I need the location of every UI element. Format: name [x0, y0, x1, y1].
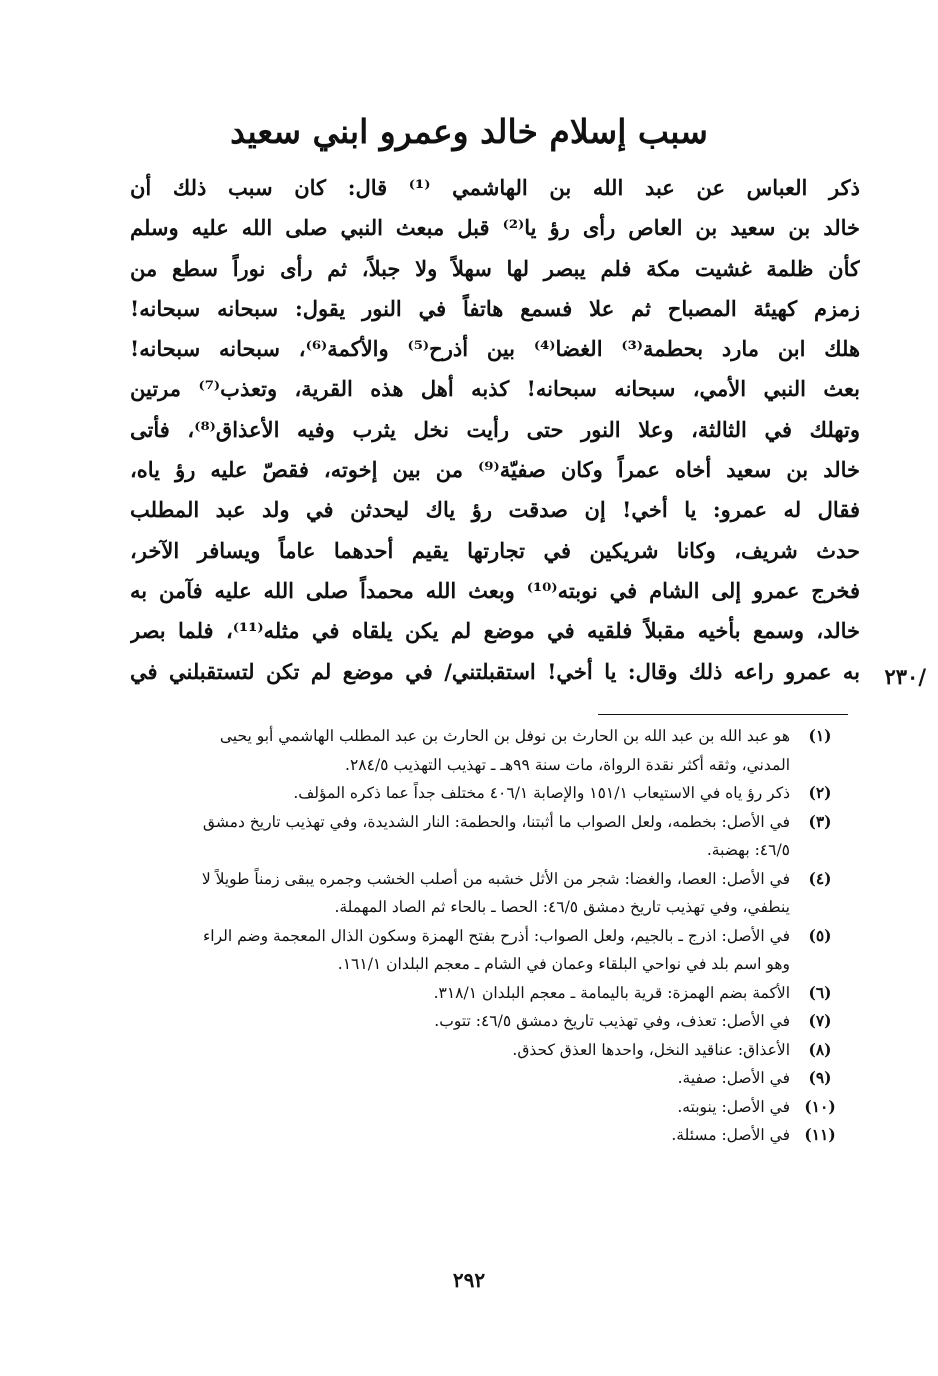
text-line: فخرج عمرو إلى الشام في نوبته⁽¹⁰⁾ وبعث الله محمداً صلى الله عليه فآمن به [130, 577, 860, 603]
footnote [200, 922, 850, 979]
text-line: خالد بن سعيد بن العاص رأى رؤ يا⁽²⁾ قبل مبعث النبي صلى الله عليه وسلم [130, 215, 860, 241]
footnote-text: الأكمة بضم الهمزة: قرية باليمامة ـ معجم البلدان ٣١٨/١. [433, 983, 790, 1002]
text-line: وتهلك في الثالثة، وعلا النور حتى رأيت نخل يثرب وفيه الأعذاق⁽⁸⁾، فأتى [130, 416, 860, 442]
text-line: زمزم كهيئة المصباح ثم علا فسمع هاتفاً في النور يقول: سبحانه سبحانه! [130, 295, 860, 321]
footnote [200, 779, 850, 808]
footnote-number: (٨) [808, 1039, 832, 1059]
footnote-text: هو عبد الله بن عبد الله بن الحارث بن نوفل بن الحارث بن عبد المطلب الهاشمي أبو يحيى المدني، وثقه أكثر نقدة الرواة، مات سنة ٩٩هـ ـ تهذيب التهذيب ٢٨٤/٥. [219, 727, 790, 774]
footnote-number: (٢) [808, 783, 832, 802]
footnote-number: (١١) [804, 1125, 836, 1144]
footnote-text: الأعذاق: عناقيد النخل، واحدها العذق كحذق. [512, 1040, 790, 1059]
footnote [200, 722, 850, 779]
text-line: خالد، وسمع بأخيه مقبلاً فلقيه في موضع لم يكن يلقاه في مثله⁽¹¹⁾، فلما بصر [130, 618, 860, 644]
footnotes [200, 722, 850, 1150]
text-line: كأن ظلمة غشيت مكة فلم يبصر لها سهلاً ولا جبلاً، ثم رأى نوراً سطع من [130, 255, 860, 281]
text-line: هلك ابن مارد بحطمة⁽³⁾ الغضا⁽⁴⁾ بين أذرح⁽⁵⁾ والأكمة⁽⁶⁾، سبحانه سبحانه! [130, 336, 860, 362]
margin-page-reference: /٢٣٠ [884, 664, 926, 689]
body-text [130, 168, 860, 692]
footnote [200, 1007, 850, 1036]
footnote-number: (٤) [808, 868, 832, 888]
footnote-number: (٧) [808, 1011, 832, 1030]
text-line: به عمرو راعه ذلك وقال: يا أخي! استقبلتني/ في موضع لم تكن لتستقبلني في [130, 658, 860, 684]
footnote-number: (٦) [808, 982, 832, 1002]
footnote [200, 1036, 850, 1065]
text-line: فقال له عمرو: يا أخي! إن صدقت رؤ ياك ليحدثن في ولد عبد المطلب [130, 497, 860, 523]
footnote [200, 1093, 850, 1122]
page-number: ٢٩٢ [452, 1268, 486, 1292]
footnote-text: في الأصل: صفية. [677, 1069, 790, 1087]
footnote-text: في الأصل: العصا، والغضا: شجر من الأثل خشبه من أصلب الخشب وجمره يبقى زمناً طويلاً لا ينطفي، وفي تهذيب تاريخ دمشق ٤٦/٥: الحصا ـ بالحاء ثم الصاد المهملة. [201, 869, 790, 916]
footnote-number: (٥) [808, 925, 832, 945]
footnote-text: ذكر رؤ ياه في الاستيعاب ١٥١/١ والإصابة ٤٠٦/١ مختلف جداً عما ذكره المؤلف. [293, 784, 790, 802]
footnote-number: (٩) [808, 1068, 832, 1087]
footnote-text: في الأصل: مسئلة. [671, 1126, 790, 1144]
footnote-number: (١) [808, 726, 832, 745]
footnote [200, 865, 850, 922]
footnote [200, 1121, 850, 1150]
footnote [200, 979, 850, 1008]
footnote-number: (٣) [808, 811, 832, 831]
text-line: حدث شريف، وكانا شريكين في تجارتها يقيم أحدهما عاماً ويسافر الآخر، [130, 537, 860, 563]
footnote-text: في الأصل: بخطمه، ولعل الصواب ما أثبتنا، والحطمة: النار الشديدة، وفي تهذيب تاريخ دمشق ٤٦/٥: بهضبة. [202, 812, 790, 859]
footnote [200, 808, 850, 865]
text-line: خالد بن سعيد أخاه عمراً وكان صفيّة⁽⁹⁾ من بين إخوته، فقصّ عليه رؤ ياه، [130, 457, 860, 483]
text-line: بعث النبي الأمي، سبحانه سبحانه! كذبه أهل هذه القرية، وتعذب⁽⁷⁾ مرتين [130, 376, 860, 402]
text-line: ذكر العباس عن عبد الله بن الهاشمي ⁽¹⁾ قال: كان سبب ذلك أن [130, 175, 860, 200]
footnote-number: (١٠) [804, 1096, 836, 1116]
footnote-divider [598, 714, 848, 715]
footnote-text: في الأصل: اذرج ـ بالجيم، ولعل الصواب: أذرح بفتح الهمزة وسكون الذال المعجمة وضم الراء وهو اسم بلد في نواحي البلقاء وعمان في الشام ـ معجم البلدان ١٦١/١. [203, 926, 790, 973]
footnote-text: في الأصل: ينوبته. [677, 1097, 790, 1116]
footnote [200, 1064, 850, 1093]
footnote-text: في الأصل: تعذف، وفي تهذيب تاريخ دمشق ٤٦/٥: تتوب. [434, 1012, 790, 1030]
chapter-title: سبب إسلام خالد وعمرو ابني سعيد [230, 112, 708, 151]
